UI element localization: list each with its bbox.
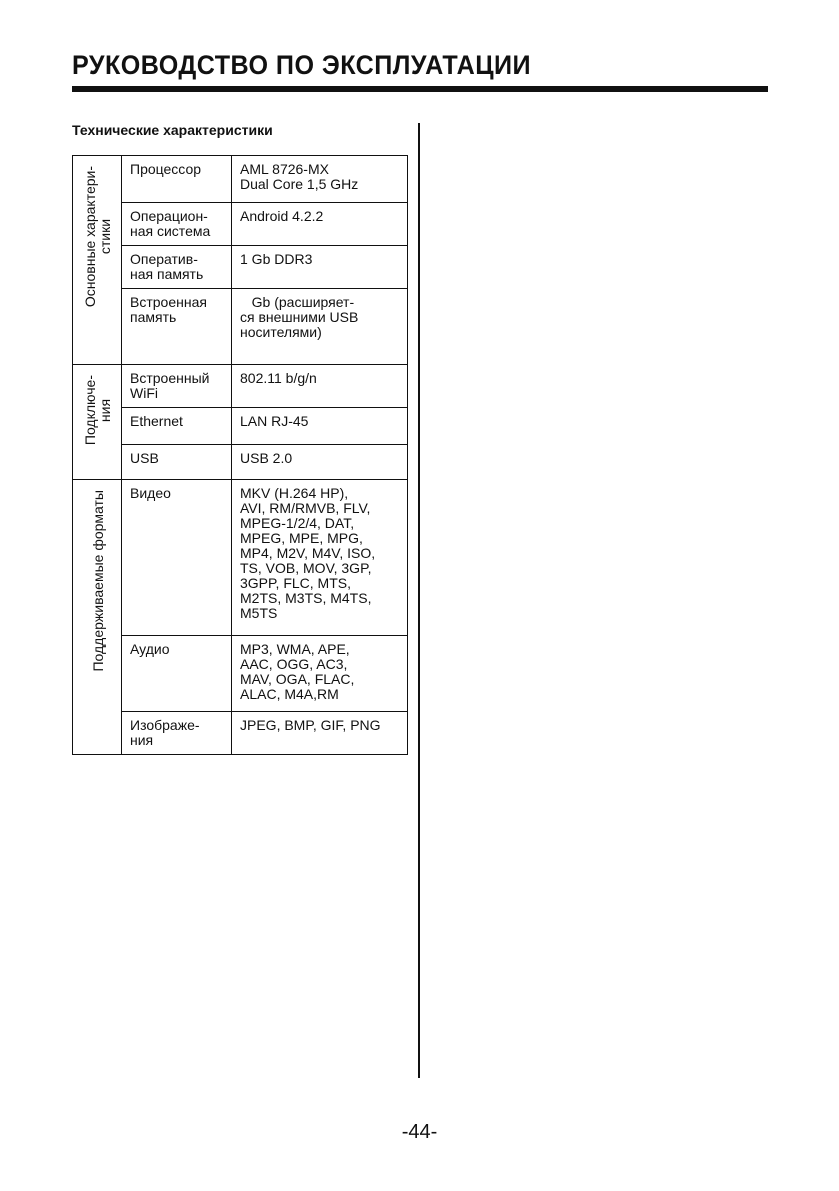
table-row xyxy=(73,203,408,246)
value-cell: USB 2.0 xyxy=(232,445,408,480)
section-title: Технические характеристики xyxy=(72,122,273,138)
page-number: -44- xyxy=(401,1121,438,1143)
category-cell xyxy=(73,480,122,755)
param-cell: Изображе- ния xyxy=(122,712,232,755)
category-label: Поддерживаемые форматы xyxy=(89,490,106,672)
header-rule xyxy=(72,86,768,92)
value-cell: AML 8726-MX Dual Core 1,5 GHz xyxy=(232,156,408,203)
value-cell: Gb (расширяет- ся внешними USB носителями) xyxy=(232,289,408,365)
category-label: Подключе- ния xyxy=(82,375,113,446)
table-row xyxy=(73,408,408,445)
param-cell: Операцион- ная система xyxy=(122,203,232,246)
column-divider xyxy=(418,123,420,1078)
table-row xyxy=(73,289,408,365)
param-cell: Видео xyxy=(122,480,232,636)
value-cell: MP3, WMA, APE, AAC, OGG, AC3, MAV, OGA, FLAC, ALAC, M4A,RM xyxy=(232,636,408,712)
param-cell: Встроенный WiFi xyxy=(122,365,232,408)
param-cell: Встроенная память xyxy=(122,289,232,365)
category-cell xyxy=(73,365,122,480)
table-row xyxy=(73,712,408,755)
category-label: Основные характери- стики xyxy=(82,166,113,308)
param-cell: Оператив- ная память xyxy=(122,246,232,289)
table-row xyxy=(73,156,408,203)
table-row xyxy=(73,365,408,408)
page-title: РУКОВОДСТВО ПО ЭКСПЛУАТАЦИИ xyxy=(72,50,532,80)
param-cell: Процессор xyxy=(122,156,232,203)
table-row xyxy=(73,480,408,636)
value-cell: 1 Gb DDR3 xyxy=(232,246,408,289)
param-cell: USB xyxy=(122,445,232,480)
value-cell: Android 4.2.2 xyxy=(232,203,408,246)
value-cell: LAN RJ-45 xyxy=(232,408,408,445)
value-cell: 802.11 b/g/n xyxy=(232,365,408,408)
table-row xyxy=(73,246,408,289)
param-cell: Аудио xyxy=(122,636,232,712)
category-cell xyxy=(73,156,122,365)
param-cell: Ethernet xyxy=(122,408,232,445)
value-cell: JPEG, BMP, GIF, PNG xyxy=(232,712,408,755)
value-cell: MKV (H.264 HP), AVI, RM/RMVB, FLV, MPEG-1/2/4, DAT, MPEG, MPE, MPG, MP4, M2V, M4V, ISO, TS, VOB, MOV, 3GP, 3GPP, FLC, MTS, M2TS, M3TS, M4TS, M5TS xyxy=(232,480,408,636)
table-row xyxy=(73,636,408,712)
table-row xyxy=(73,445,408,480)
spec-table xyxy=(72,155,408,755)
